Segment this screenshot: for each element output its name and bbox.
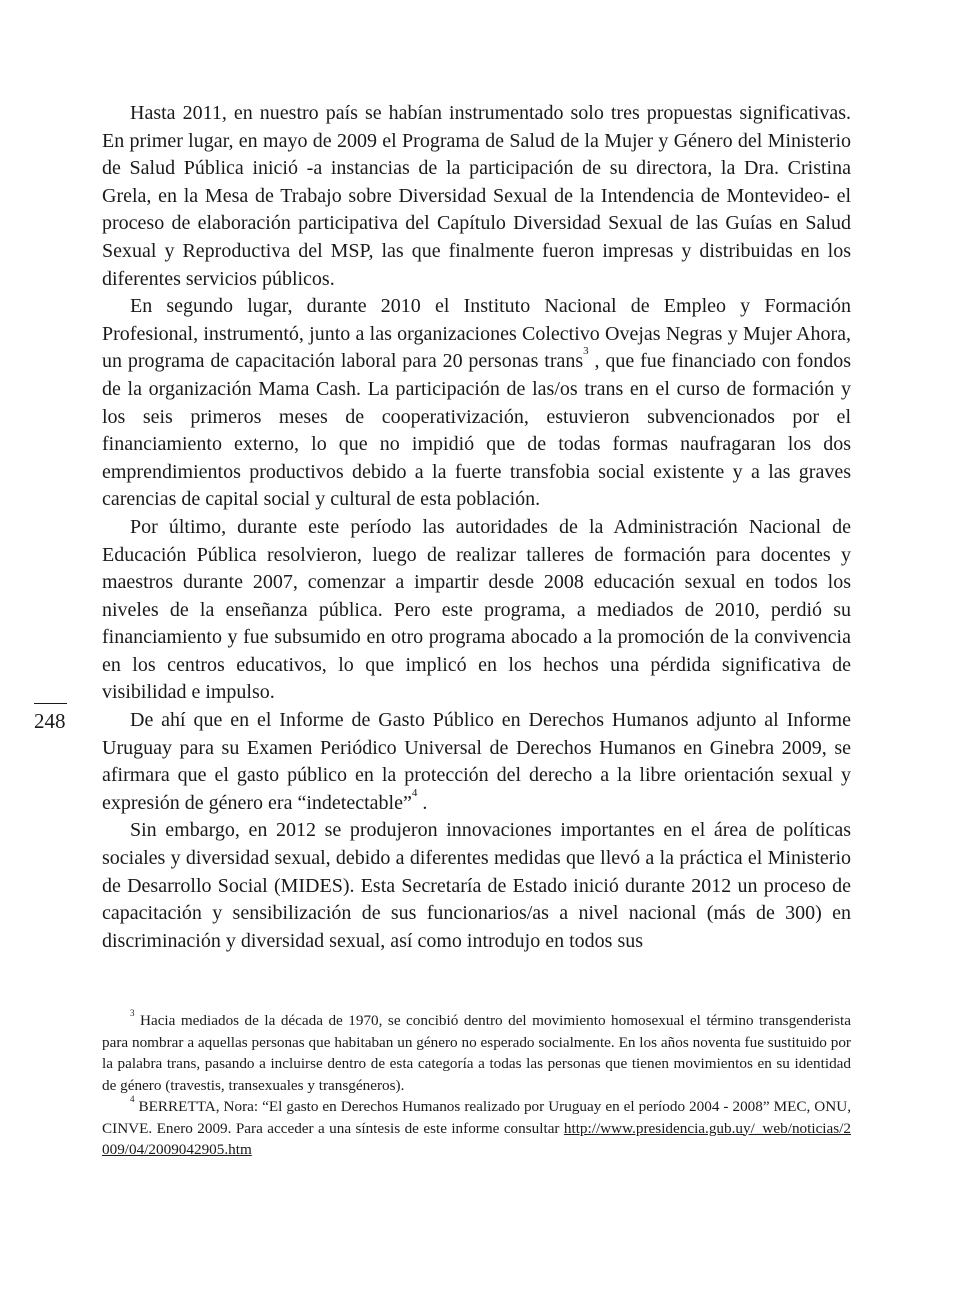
- page-number: 248: [34, 709, 66, 733]
- paragraph-5: Sin embargo, en 2012 se produjeron innovaciones importantes en el área de políticas sociales y diversidad sexual, debido a diferentes medidas que llevó a la práctica el Ministerio de Desarrollo Social (MIDES). Esta Secretaría de Estado inició durante 2012 un proceso de capacitación y sensibilización de sus funcionarios/as a nivel nacional (más de 300) en discriminación y diversidad sexual, así como introdujo en todos sus: [102, 819, 851, 952]
- footnote-ref-3[interactable]: 3: [583, 345, 589, 358]
- footnote-3-number: 3: [130, 1008, 135, 1018]
- paragraph-4-text: De ahí que en el Informe de Gasto Público en Derechos Humanos adjunto al Informe Uruguay para su Examen Periódico Universal de Derechos Humanos en Ginebra 2009, se afirmara que el gasto público en la protección del derecho a la libre orientación sexual y expresión de género era “indetectable”: [102, 709, 851, 814]
- footnote-4-link[interactable]: http://www.presidencia.gub.uy/_web/noticias/2009/04/2009042905.htm: [102, 1119, 851, 1158]
- footnote-3-text: Hacia mediados de la década de 1970, se concibió dentro del movimiento homosexual el término transgenderista para nombrar a aquellas personas que habitaban un género no esperado socialmente. En los años noventa fue sustituido por la palabra trans, pasando a incluirse dentro de esta categoría a todas las personas que tienen movimientos en su identidad de género (travestis, transexuales y transgéneros).: [102, 1012, 851, 1094]
- paragraph-2-text: En segundo lugar, durante 2010 el Instituto Nacional de Empleo y Formación Profesional, instrumentó, junto a las organizaciones Colectivo Ovejas Negras y Mujer Ahora, un programa de capacitación laboral para 20 personas trans: [102, 295, 851, 373]
- footnote-4-text: BERRETTA, Nora: “El gasto en Derechos Humanos realizado por Uruguay en el período 2004 - 2008” MEC, ONU, CINVE. Enero 2009. Para acceder a una síntesis de este informe consultar: [102, 1098, 851, 1137]
- paragraph-1: Hasta 2011, en nuestro país se habían instrumentado solo tres propuestas significativas. En primer lugar, en mayo de 2009 el Programa de Salud de la Mujer y Género del Ministerio de Salud Pública inició -a instancias de la participación de su directora, la Dra. Cristina Grela, en la Mesa de Trabajo sobre Diversidad Sexual de la Intendencia de Montevideo- el proceso de elaboración participativa del Capítulo Diversidad Sexual de las Guías en Salud Sexual y Reproductiva del MSP, las que finalmente fueron impresas y distribuidas en los diferentes servicios públicos.: [102, 102, 851, 290]
- footnote-ref-4[interactable]: 4: [411, 786, 418, 799]
- footnote-4: [102, 1096, 851, 1161]
- paragraph-4: [102, 707, 851, 817]
- footnote-3: [102, 1010, 851, 1096]
- page-number-rule: [34, 703, 67, 704]
- body-text: [102, 100, 851, 955]
- paragraph-2-text-cont: , que fue financiado con fondos de la organización Mama Cash. La participación de las/os trans en el curso de formación y los seis primeros meses de cooperativización, estuvieron subvencionados por el financiamiento externo, lo que no impidió que de todas formas naufragaran los dos emprendimientos productivos debido a la fuerte transfobia social existente y a las graves carencias de capital social y cultural de esta población.: [102, 350, 852, 511]
- paragraph-4-text-cont: .: [417, 791, 428, 814]
- footnotes: [102, 1010, 851, 1161]
- paragraph-3: Por último, durante este período las autoridades de la Administración Nacional de Educación Pública resolvieron, luego de realizar talleres de formación para docentes y maestros durante 2007, comenzar a impartir desde 2008 educación sexual en todos los niveles de la enseñanza pública. Pero este programa, a mediados de 2010, perdió su financiamiento y fue subsumido en otro programa abocado a la promoción de la convivencia en los centros educativos, lo que implicó en los hechos una pérdida significativa de visibilidad e impulso.: [102, 515, 851, 704]
- footnote-4-number: 4: [130, 1094, 135, 1104]
- paragraph-2: [102, 293, 851, 514]
